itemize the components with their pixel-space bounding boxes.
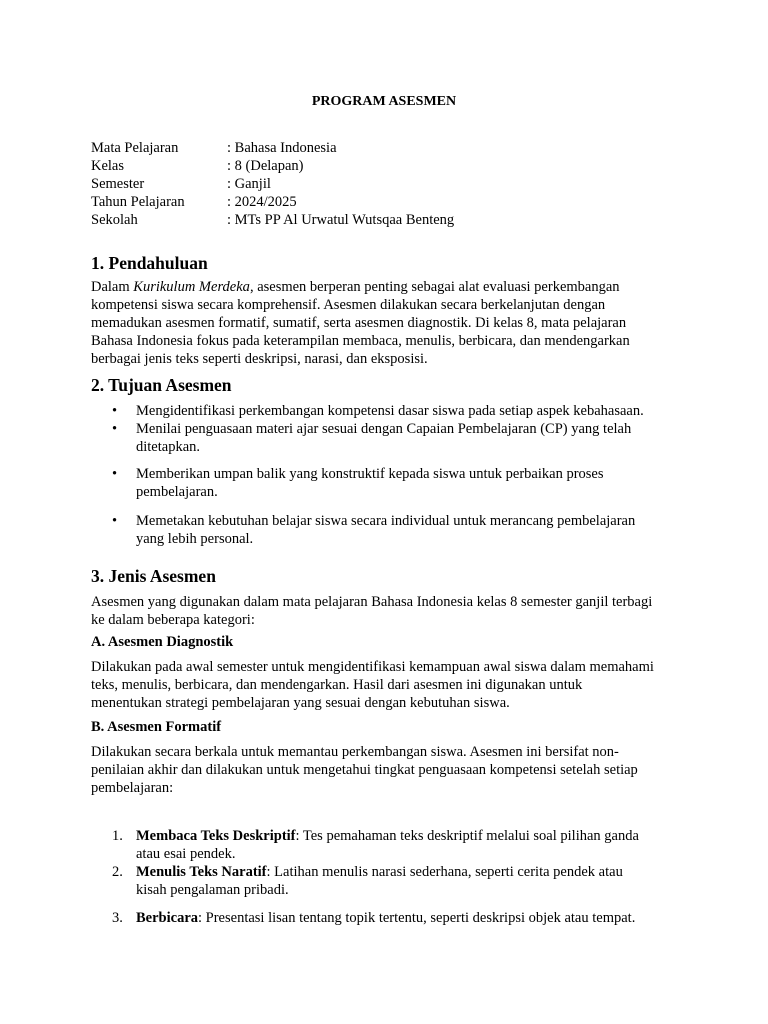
bullet-marker: • bbox=[112, 421, 118, 437]
info-table bbox=[91, 139, 454, 229]
bullet-marker: • bbox=[112, 403, 118, 419]
paragraph-line: memadukan asesmen formatif, sumatif, serta asesmen diagnostik. Di kelas 8, mata pelajaran bbox=[91, 315, 627, 331]
paragraph-line: Dilakukan secara berkala untuk memantau perkembangan siswa. Asesmen ini bersifat non- bbox=[91, 744, 619, 760]
numbered-item-text bbox=[136, 827, 684, 863]
info-label: Mata Pelajaran bbox=[91, 140, 179, 156]
document-title: PROGRAM ASESMEN bbox=[311, 94, 457, 109]
info-row bbox=[91, 157, 454, 175]
desc-text: : Presentasi lisan tentang topik tertentu, seperti deskripsi objek atau tempat. bbox=[198, 910, 636, 926]
number-marker: 2. bbox=[112, 864, 123, 880]
paragraph-line: Asesmen yang digunakan dalam mata pelajaran Bahasa Indonesia kelas 8 semester ganjil terbagi bbox=[91, 594, 653, 610]
paragraph-line: Dilakukan pada awal semester untuk mengidentifikasi kemampuan awal siswa dalam memahami bbox=[91, 659, 654, 675]
bullet-marker: • bbox=[112, 513, 118, 529]
info-value: : MTs PP Al Urwatul Wutsqaa Benteng bbox=[227, 212, 455, 228]
info-row bbox=[91, 175, 454, 193]
subheading-formatif: B. Asesmen Formatif bbox=[91, 719, 222, 735]
paragraph-line: kompetensi siswa secara komprehensif. Asesmen dilakukan secara berkelanjutan dengan bbox=[91, 297, 606, 313]
section-heading-tujuan: 2. Tujuan Asesmen bbox=[91, 375, 232, 395]
list-line: Mengidentifikasi perkembangan kompetensi dasar siswa pada setiap aspek kebahasaan. bbox=[136, 403, 644, 419]
paragraph-line: pembelajaran: bbox=[91, 780, 174, 796]
numbered-line: atau esai pendek. bbox=[136, 846, 236, 862]
numbered-line bbox=[136, 909, 684, 927]
paragraph-line: menentukan strategi pembelajaran yang sesuai dengan kebutuhan siswa. bbox=[91, 695, 510, 711]
section-heading-jenis: 3. Jenis Asesmen bbox=[91, 566, 216, 586]
emphasis-text: Kurikulum Merdeka bbox=[133, 279, 250, 295]
info-row bbox=[91, 139, 454, 157]
paragraph-line: ke dalam beberapa kategori: bbox=[91, 612, 255, 628]
info-value: : Ganjil bbox=[227, 176, 271, 192]
list-item-text bbox=[136, 402, 684, 420]
term-text: Menulis Teks Naratif bbox=[136, 864, 267, 880]
info-row bbox=[91, 193, 454, 211]
list-item-text bbox=[136, 420, 684, 456]
bullet-marker: • bbox=[112, 466, 118, 482]
desc-text: : Tes pemahaman teks deskriptif melalui soal pilihan ganda bbox=[295, 828, 639, 844]
subheading-diagnostik: A. Asesmen Diagnostik bbox=[91, 634, 234, 650]
info-value: : Bahasa Indonesia bbox=[227, 140, 337, 156]
diagnostik-paragraph bbox=[91, 658, 681, 712]
info-row bbox=[91, 211, 454, 229]
list-item-text bbox=[136, 465, 684, 501]
term-text: Berbicara bbox=[136, 910, 199, 926]
section-heading-pendahuluan: 1. Pendahuluan bbox=[91, 253, 208, 273]
info-label: Sekolah bbox=[91, 212, 138, 228]
formatif-paragraph bbox=[91, 743, 681, 797]
paragraph-line: Bahasa Indonesia fokus pada keterampilan membaca, menulis, berbicara, dan mendengarkan bbox=[91, 333, 630, 349]
jenis-intro-paragraph bbox=[91, 593, 681, 629]
term-text: Membaca Teks Deskriptif bbox=[136, 828, 296, 844]
list-line: yang lebih personal. bbox=[136, 531, 254, 547]
info-label: Kelas bbox=[91, 158, 125, 174]
desc-text: : Latihan menulis narasi sederhana, seperti cerita pendek atau bbox=[266, 864, 623, 880]
list-line: Memetakan kebutuhan belajar siswa secara individual untuk merancang pembelajaran bbox=[136, 513, 636, 529]
info-value: : 8 (Delapan) bbox=[227, 158, 304, 174]
list-line: Memberikan umpan balik yang konstruktif kepada siswa untuk perbaikan proses bbox=[136, 466, 604, 482]
numbered-item-text bbox=[136, 909, 684, 927]
info-label: Tahun Pelajaran bbox=[91, 194, 185, 210]
list-item-text bbox=[136, 512, 684, 548]
paragraph-text: , asesmen berperan penting sebagai alat evaluasi perkembangan bbox=[249, 279, 620, 295]
numbered-line: kisah pengalaman pribadi. bbox=[136, 882, 289, 898]
paragraph-line bbox=[91, 278, 681, 296]
info-value: : 2024/2025 bbox=[227, 194, 297, 210]
info-label: Semester bbox=[91, 176, 145, 192]
numbered-line bbox=[136, 827, 684, 845]
paragraph-line: berbagai jenis teks seperti deskripsi, narasi, dan eksposisi. bbox=[91, 351, 428, 367]
number-marker: 3. bbox=[112, 910, 123, 926]
paragraph-line: teks, menulis, berbicara, dan mendengarkan. Hasil dari asesmen ini digunakan untuk bbox=[91, 677, 583, 693]
numbered-item-text bbox=[136, 863, 684, 899]
list-line: pembelajaran. bbox=[136, 484, 218, 500]
paragraph-text: Dalam bbox=[91, 279, 134, 295]
numbered-line bbox=[136, 863, 684, 881]
list-line: Menilai penguasaan materi ajar sesuai dengan Capaian Pembelajaran (CP) yang telah bbox=[136, 421, 632, 437]
pendahuluan-paragraph bbox=[91, 278, 681, 368]
list-line: ditetapkan. bbox=[136, 439, 201, 455]
paragraph-line: penilaian akhir dan dilakukan untuk mengetahui tingkat penguasaan kompetensi setelah setiap bbox=[91, 762, 638, 778]
number-marker: 1. bbox=[112, 828, 123, 844]
